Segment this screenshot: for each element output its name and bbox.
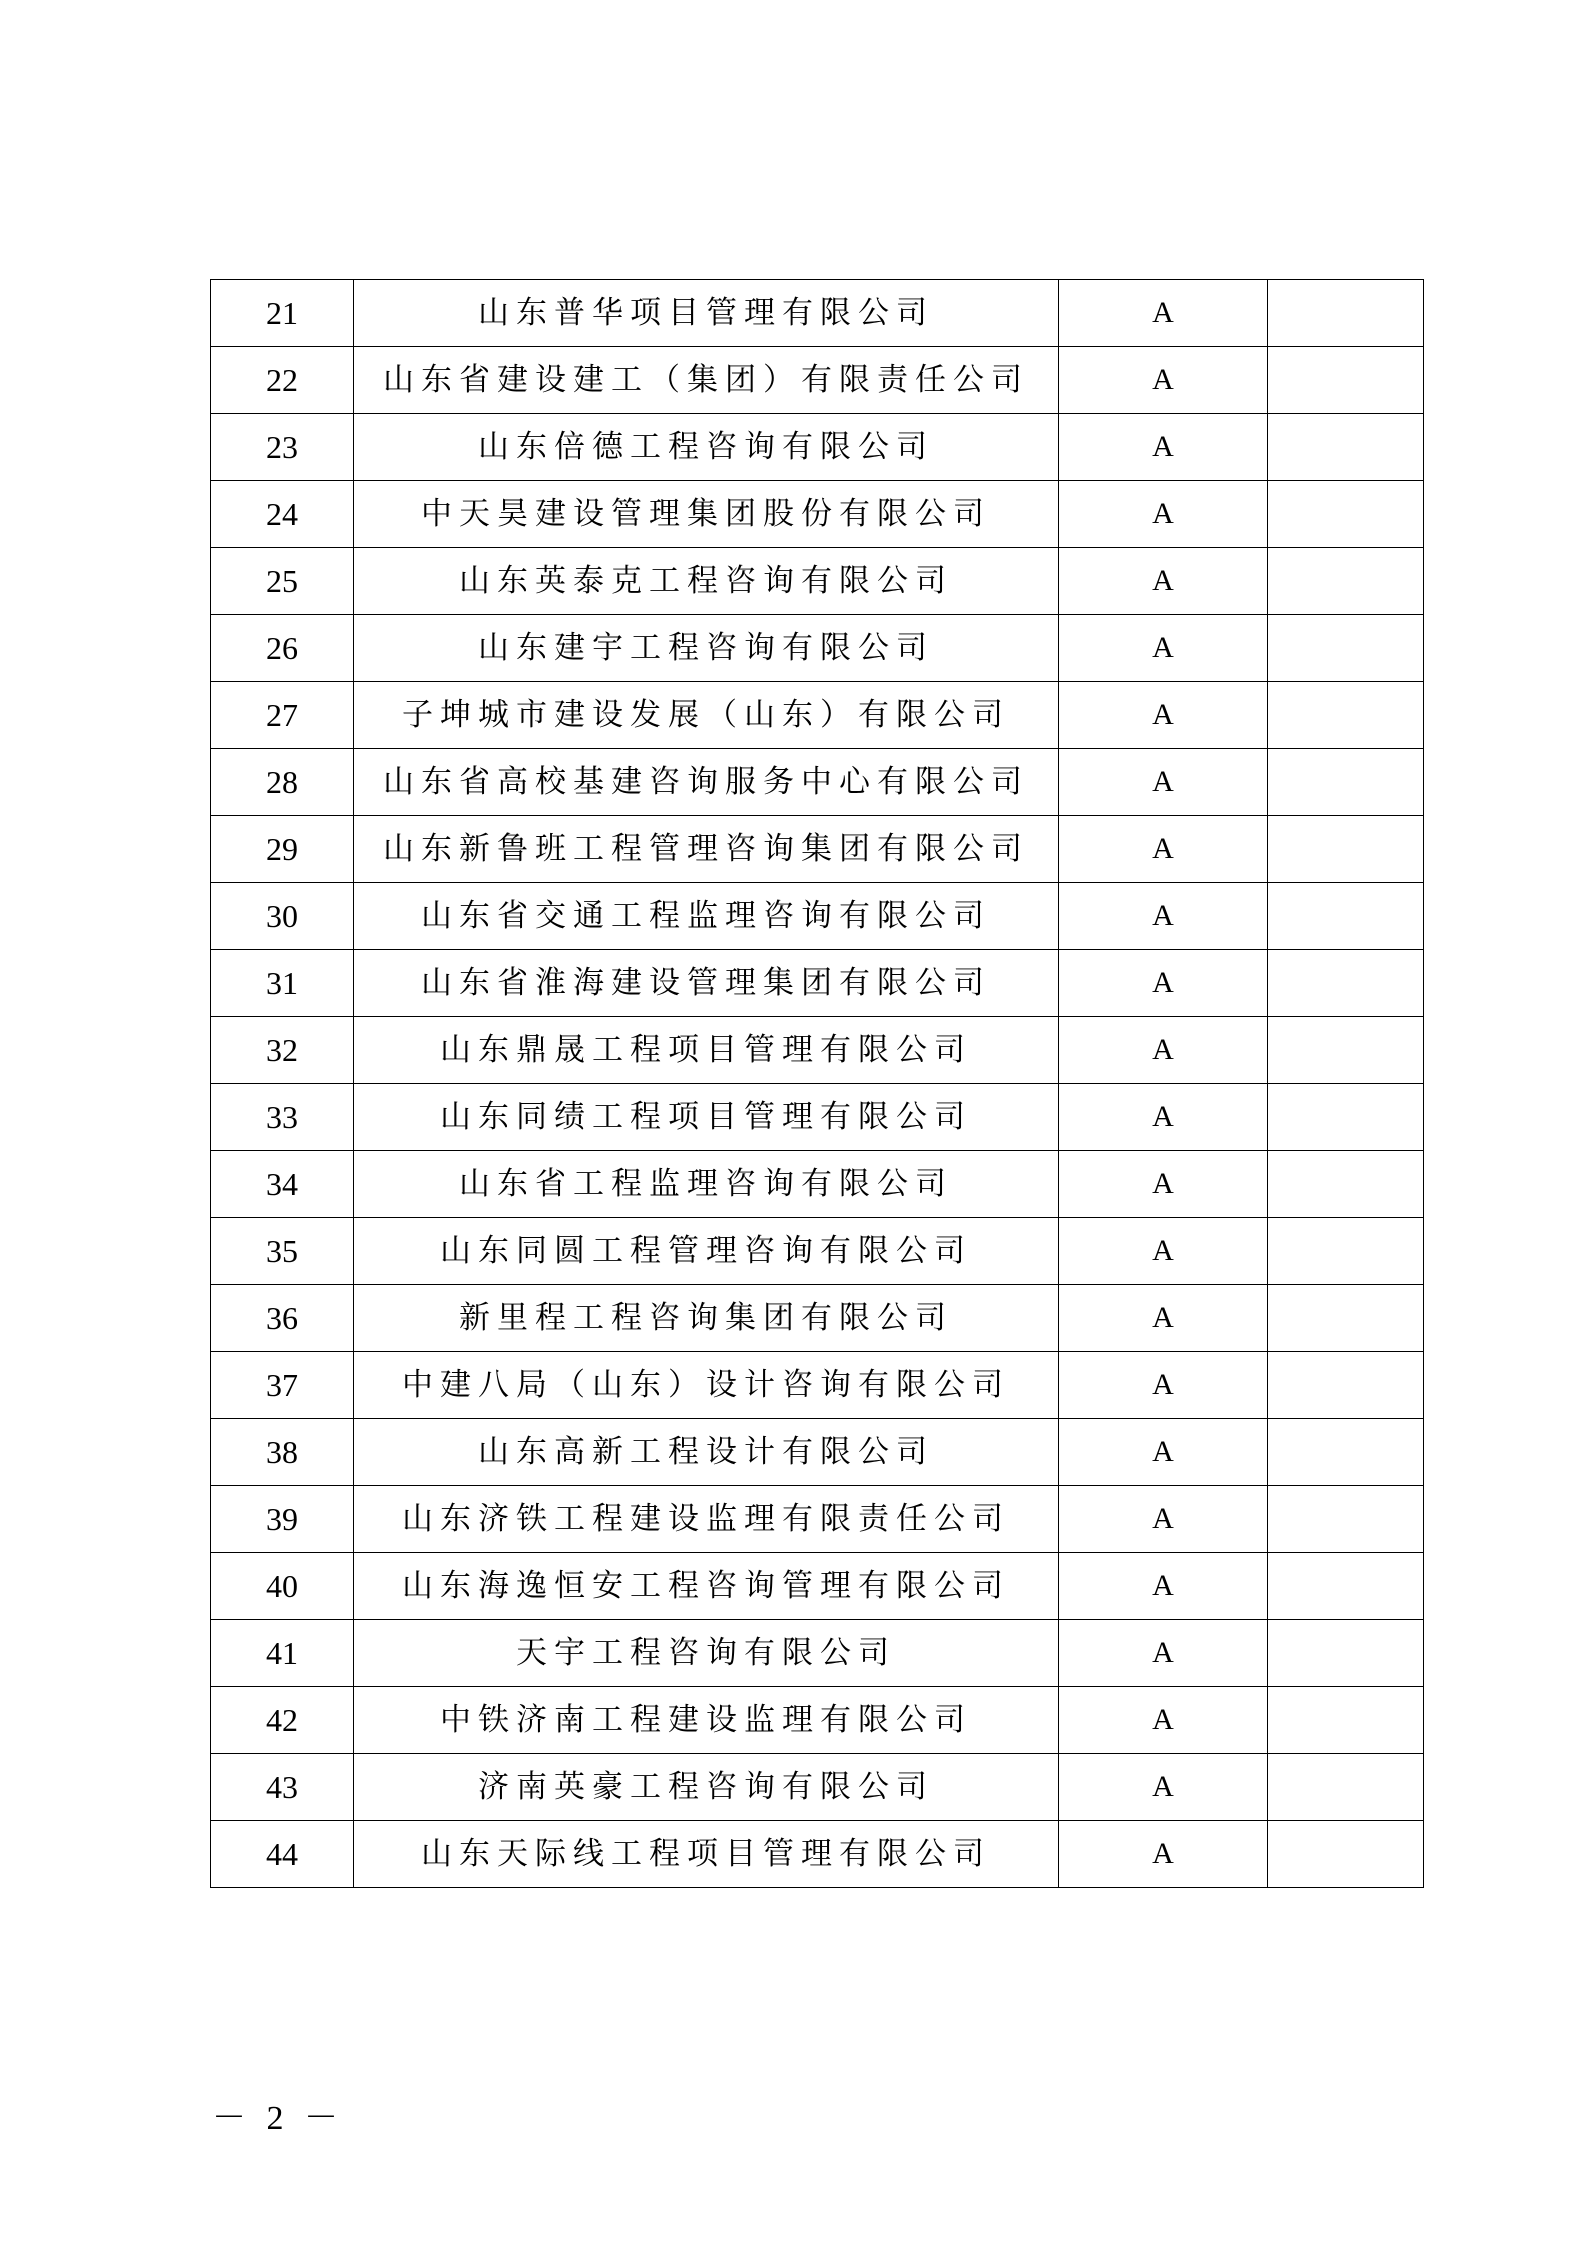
company-name-cell: 山东建宇工程咨询有限公司 xyxy=(354,615,1059,682)
grade-cell: A xyxy=(1059,749,1268,816)
table-row xyxy=(211,749,1424,816)
company-name-cell: 山东普华项目管理有限公司 xyxy=(354,280,1059,347)
table-row xyxy=(211,1553,1424,1620)
company-name-cell: 山东倍德工程咨询有限公司 xyxy=(354,414,1059,481)
grade-cell: A xyxy=(1059,481,1268,548)
remark-cell xyxy=(1268,883,1424,950)
table-row xyxy=(211,1620,1424,1687)
row-number-cell: 37 xyxy=(211,1352,354,1419)
table-row xyxy=(211,347,1424,414)
company-name-cell: 山东同圆工程管理咨询有限公司 xyxy=(354,1218,1059,1285)
company-name-cell: 山东鼎晟工程项目管理有限公司 xyxy=(354,1017,1059,1084)
table-row xyxy=(211,950,1424,1017)
table-row xyxy=(211,414,1424,481)
grade-cell: A xyxy=(1059,414,1268,481)
row-number-cell: 41 xyxy=(211,1620,354,1687)
table-row xyxy=(211,1151,1424,1218)
remark-cell xyxy=(1268,1017,1424,1084)
grade-cell: A xyxy=(1059,347,1268,414)
row-number-cell: 39 xyxy=(211,1486,354,1553)
company-name-cell: 山东同绩工程项目管理有限公司 xyxy=(354,1084,1059,1151)
table-row xyxy=(211,1821,1424,1888)
remark-cell xyxy=(1268,682,1424,749)
remark-cell xyxy=(1268,414,1424,481)
remark-cell xyxy=(1268,1687,1424,1754)
company-name-cell: 新里程工程咨询集团有限公司 xyxy=(354,1285,1059,1352)
row-number-cell: 40 xyxy=(211,1553,354,1620)
page-number: － 2 － xyxy=(212,2100,344,2137)
grade-cell: A xyxy=(1059,1553,1268,1620)
grade-cell: A xyxy=(1059,816,1268,883)
company-name-cell: 中铁济南工程建设监理有限公司 xyxy=(354,1687,1059,1754)
grade-cell: A xyxy=(1059,1486,1268,1553)
remark-cell xyxy=(1268,1754,1424,1821)
row-number-cell: 23 xyxy=(211,414,354,481)
remark-cell xyxy=(1268,950,1424,1017)
row-number-cell: 22 xyxy=(211,347,354,414)
remark-cell xyxy=(1268,347,1424,414)
grade-cell: A xyxy=(1059,1218,1268,1285)
grade-cell: A xyxy=(1059,1151,1268,1218)
table-row xyxy=(211,615,1424,682)
row-number-cell: 27 xyxy=(211,682,354,749)
remark-cell xyxy=(1268,548,1424,615)
grade-cell: A xyxy=(1059,548,1268,615)
remark-cell xyxy=(1268,1419,1424,1486)
company-name-cell: 济南英豪工程咨询有限公司 xyxy=(354,1754,1059,1821)
company-name-cell: 子坤城市建设发展（山东）有限公司 xyxy=(354,682,1059,749)
row-number-cell: 35 xyxy=(211,1218,354,1285)
remark-cell xyxy=(1268,1352,1424,1419)
row-number-cell: 21 xyxy=(211,280,354,347)
table-row xyxy=(211,280,1424,347)
remark-cell xyxy=(1268,1553,1424,1620)
table-row xyxy=(211,481,1424,548)
grade-cell: A xyxy=(1059,280,1268,347)
remark-cell xyxy=(1268,1151,1424,1218)
table-body xyxy=(211,280,1424,1888)
row-number-cell: 36 xyxy=(211,1285,354,1352)
table-row xyxy=(211,1084,1424,1151)
table-row xyxy=(211,883,1424,950)
grade-cell: A xyxy=(1059,1017,1268,1084)
company-name-cell: 山东天际线工程项目管理有限公司 xyxy=(354,1821,1059,1888)
table-row xyxy=(211,1218,1424,1285)
row-number-cell: 32 xyxy=(211,1017,354,1084)
row-number-cell: 42 xyxy=(211,1687,354,1754)
grade-cell: A xyxy=(1059,950,1268,1017)
grade-cell: A xyxy=(1059,1620,1268,1687)
row-number-cell: 29 xyxy=(211,816,354,883)
row-number-cell: 38 xyxy=(211,1419,354,1486)
grade-cell: A xyxy=(1059,682,1268,749)
company-name-cell: 山东高新工程设计有限公司 xyxy=(354,1419,1059,1486)
company-name-cell: 山东济铁工程建设监理有限责任公司 xyxy=(354,1486,1059,1553)
remark-cell xyxy=(1268,1620,1424,1687)
remark-cell xyxy=(1268,749,1424,816)
grade-cell: A xyxy=(1059,1687,1268,1754)
company-rating-table xyxy=(210,279,1424,1888)
row-number-cell: 34 xyxy=(211,1151,354,1218)
row-number-cell: 44 xyxy=(211,1821,354,1888)
row-number-cell: 30 xyxy=(211,883,354,950)
company-name-cell: 山东省工程监理咨询有限公司 xyxy=(354,1151,1059,1218)
company-name-cell: 山东海逸恒安工程咨询管理有限公司 xyxy=(354,1553,1059,1620)
grade-cell: A xyxy=(1059,1419,1268,1486)
table-row xyxy=(211,1754,1424,1821)
table-row xyxy=(211,1017,1424,1084)
table-row xyxy=(211,548,1424,615)
company-name-cell: 山东省建设建工（集团）有限责任公司 xyxy=(354,347,1059,414)
row-number-cell: 25 xyxy=(211,548,354,615)
grade-cell: A xyxy=(1059,1754,1268,1821)
row-number-cell: 26 xyxy=(211,615,354,682)
remark-cell xyxy=(1268,1486,1424,1553)
table-row xyxy=(211,816,1424,883)
company-name-cell: 山东省交通工程监理咨询有限公司 xyxy=(354,883,1059,950)
grade-cell: A xyxy=(1059,1285,1268,1352)
remark-cell xyxy=(1268,1218,1424,1285)
remark-cell xyxy=(1268,481,1424,548)
row-number-cell: 24 xyxy=(211,481,354,548)
grade-cell: A xyxy=(1059,1352,1268,1419)
remark-cell xyxy=(1268,280,1424,347)
company-name-cell: 山东省高校基建咨询服务中心有限公司 xyxy=(354,749,1059,816)
company-name-cell: 天宇工程咨询有限公司 xyxy=(354,1620,1059,1687)
remark-cell xyxy=(1268,1821,1424,1888)
company-name-cell: 山东英泰克工程咨询有限公司 xyxy=(354,548,1059,615)
company-name-cell: 中建八局（山东）设计咨询有限公司 xyxy=(354,1352,1059,1419)
table-row xyxy=(211,1419,1424,1486)
remark-cell xyxy=(1268,1084,1424,1151)
grade-cell: A xyxy=(1059,1821,1268,1888)
grade-cell: A xyxy=(1059,883,1268,950)
table-row xyxy=(211,1687,1424,1754)
company-name-cell: 山东省淮海建设管理集团有限公司 xyxy=(354,950,1059,1017)
remark-cell xyxy=(1268,615,1424,682)
grade-cell: A xyxy=(1059,1084,1268,1151)
table-row xyxy=(211,682,1424,749)
company-name-cell: 山东新鲁班工程管理咨询集团有限公司 xyxy=(354,816,1059,883)
row-number-cell: 33 xyxy=(211,1084,354,1151)
grade-cell: A xyxy=(1059,615,1268,682)
table-row xyxy=(211,1285,1424,1352)
row-number-cell: 31 xyxy=(211,950,354,1017)
table-row xyxy=(211,1352,1424,1419)
table-row xyxy=(211,1486,1424,1553)
company-name-cell: 中天昊建设管理集团股份有限公司 xyxy=(354,481,1059,548)
row-number-cell: 43 xyxy=(211,1754,354,1821)
remark-cell xyxy=(1268,816,1424,883)
remark-cell xyxy=(1268,1285,1424,1352)
row-number-cell: 28 xyxy=(211,749,354,816)
